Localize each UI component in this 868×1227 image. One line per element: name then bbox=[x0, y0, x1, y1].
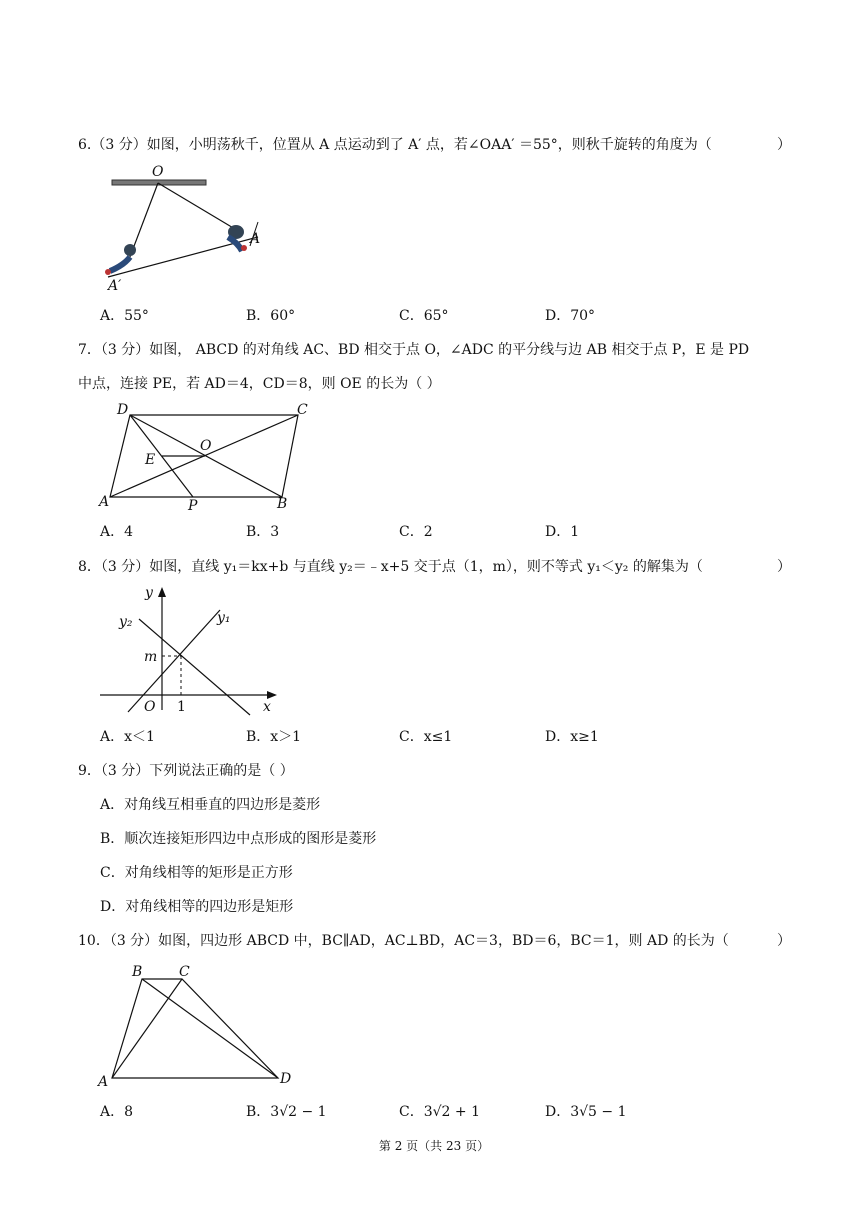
q10-label-C: C bbox=[179, 964, 190, 980]
q9-statement-a: A．对角线互相垂直的四边形是菱形 bbox=[100, 797, 321, 813]
q8-stem: 8．（3 分）如图，直线 y₁＝kx+b 与直线 y₂＝﹣x+5 交于点（1，m），则不等式 y₁＜y₂ 的解集为（ bbox=[78, 559, 703, 575]
q9-statement-c: C．对角线相等的矩形是正方形 bbox=[100, 865, 293, 881]
q7-stem-line2: 中点，连接 PE，若 AD＝4，CD＝8，则 OE 的长为（ ） bbox=[78, 376, 441, 392]
q10-label-A: A bbox=[98, 1074, 109, 1090]
page-footer: 第 2 页（共 23 页） bbox=[378, 1139, 490, 1153]
q10-option-c: C．3√2 + 1 bbox=[399, 1104, 480, 1120]
q8-label-y1: y₁ bbox=[217, 610, 231, 626]
q6-option-b: B．60° bbox=[246, 308, 296, 324]
q8-label-one: 1 bbox=[177, 699, 186, 715]
q8-option-a: A．x＜1 bbox=[100, 729, 155, 745]
q10-diagonal-AC bbox=[112, 979, 182, 1078]
q8-option-b: B．x＞1 bbox=[246, 729, 302, 745]
q10-trapezoid-figure bbox=[95, 960, 305, 1090]
q8-y-axis-arrow bbox=[158, 587, 166, 597]
q6-stem: 6.（3 分）如图，小明荡秋千，位置从 A 点运动到了 A′ 点，若∠OAA′ ＝55°，则秋千旋转的角度为（ bbox=[78, 137, 712, 153]
q6-label-A-prime: A′ bbox=[108, 278, 122, 294]
q6-swing-figure bbox=[100, 162, 270, 292]
q7-label-E: E bbox=[145, 452, 156, 468]
q7-option-b: B．3 bbox=[246, 524, 280, 540]
q6-label-O: O bbox=[152, 164, 164, 180]
q10-stem: 10．（3 分）如图，四边形 ABCD 中，BC∥AD，AC⊥BD，AC＝3，BD＝6，BC＝1，则 AD 的长为（ bbox=[78, 933, 729, 949]
q10-option-b: B．3√2 − 1 bbox=[246, 1104, 327, 1120]
q10-label-D: D bbox=[280, 1071, 292, 1087]
q7-label-B: B bbox=[277, 496, 288, 512]
q7-label-O: O bbox=[200, 438, 212, 454]
q7-option-a: A．4 bbox=[100, 524, 134, 540]
q10-option-d: D．3√5 − 1 bbox=[545, 1104, 627, 1120]
q10-option-a: A．8 bbox=[100, 1104, 134, 1120]
q7-option-c: C．2 bbox=[399, 524, 433, 540]
q9-stem: 9．（3 分）下列说法正确的是（ ） bbox=[78, 763, 294, 779]
q8-x-axis-arrow bbox=[267, 691, 277, 699]
q8-paren-close: ） bbox=[777, 559, 791, 575]
q7-option-d: D．1 bbox=[545, 524, 580, 540]
q6-paren-close: ） bbox=[777, 137, 791, 153]
q9-statement-b: B．顺次连接矩形四边中点形成的图形是菱形 bbox=[100, 831, 377, 847]
q6-rope-right bbox=[158, 183, 240, 232]
q10-diagonal-BD bbox=[142, 979, 278, 1078]
q6-option-d: D．70° bbox=[545, 308, 596, 324]
q8-label-O: O bbox=[144, 699, 156, 715]
q8-option-c: C．x≤1 bbox=[399, 729, 453, 745]
q6-child-right bbox=[228, 225, 247, 251]
q8-option-d: D．x≥1 bbox=[545, 729, 599, 745]
q7-label-A: A bbox=[99, 494, 110, 510]
q8-label-y: y bbox=[145, 585, 153, 601]
q7-label-D: D bbox=[117, 402, 129, 418]
q7-label-P: P bbox=[188, 498, 198, 514]
q8-line-y2 bbox=[139, 619, 250, 715]
q8-label-x: x bbox=[263, 699, 271, 715]
q7-parallelogram-figure bbox=[95, 398, 325, 516]
q8-graph-figure bbox=[95, 582, 285, 717]
q10-paren-close: ） bbox=[777, 933, 791, 949]
q7-label-C: C bbox=[297, 402, 308, 418]
q8-label-y2: y₂ bbox=[119, 614, 133, 630]
q10-trapezoid bbox=[112, 979, 278, 1078]
q8-label-m: m bbox=[144, 649, 158, 665]
q6-option-c: C．65° bbox=[399, 308, 449, 324]
q6-label-A: A bbox=[250, 231, 261, 247]
q8-line-y1 bbox=[128, 610, 220, 712]
q7-stem-line1: 7．（3 分）如图， ABCD 的对角线 AC、BD 相交于点 O，∠ADC 的平分线与边 AB 相交于点 P，E 是 PD bbox=[78, 342, 750, 358]
q10-label-B: B bbox=[132, 964, 143, 980]
q6-option-a: A．55° bbox=[100, 308, 149, 324]
q9-statement-d: D．对角线相等的四边形是矩形 bbox=[100, 899, 294, 915]
